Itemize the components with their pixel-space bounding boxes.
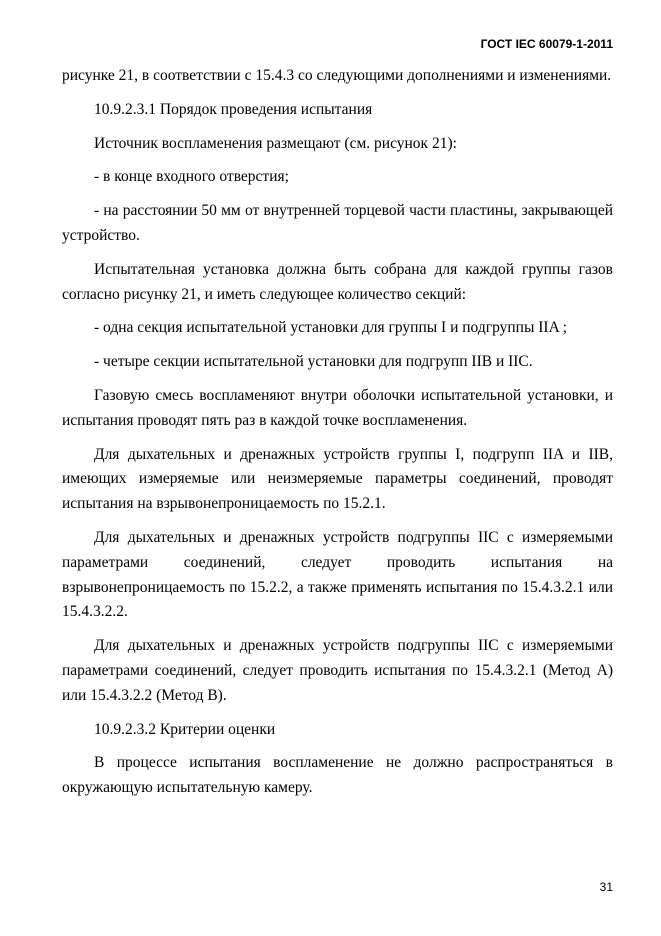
paragraph: Испытательная установка должна быть собрана для каждой группы газов согласно рисунку 21, и иметь следующее количество секций: [62, 260, 613, 303]
paragraph: Источник воспламенения размещают (см. рисунок 21): [94, 134, 457, 152]
list-item: - четыре секции испытательной установки для подгрупп IIB и IIC. [94, 353, 533, 371]
list-item: - одна секция испытательной установки для группы I и подгруппы IIA ; [94, 319, 568, 337]
paragraph: рисунке 21, в соответствии с 15.4.3 со следующими дополнениями и изменениями. [62, 67, 612, 84]
paragraph: Газовую смесь воспламеняют внутри оболочки испытательной установки, и испытания проводят пять раз в каждой точке воспламенения. [62, 386, 613, 429]
paragraph: Для дыхательных и дренажных устройств подгруппы IIC с измеряемыми параметрами соединений, следует проводить испытания по 15.4.3.2.1 (Метод А) или 15.4.3.2.2 (Метод В). [62, 637, 613, 704]
section-heading: 10.9.2.3.1 Порядок проведения испытания [94, 100, 373, 118]
paragraph: В процессе испытания воспламенение не должно распространяться в окружающую испытательную камеру. [62, 754, 613, 797]
list-item: - на расстоянии 50 мм от внутренней торцевой части пластины, закрывающей устройство. [62, 202, 613, 244]
list-item: - в конце входного отверстия; [94, 168, 289, 186]
document-header: ГОСТ IEC 60079-1-2011 [480, 37, 613, 51]
paragraph: Для дыхательных и дренажных устройств подгруппы IIC с измеряемыми параметрами соединений, следует проводить испытания на взрывонепроницаемость по 15.2.2, а также применять испытания по 15.4.3.2.1 или 15.4.3.2.2. [62, 528, 613, 621]
section-heading: 10.9.2.3.2 Критерии оценки [94, 720, 276, 738]
document-body [62, 64, 613, 810]
paragraph: Для дыхательных и дренажных устройств группы I, подгрупп IIA и IIB, имеющих измеряемые или неизмеряемые параметры соединений, проводят испытания на взрывонепроницаемость по 15.2.1. [62, 445, 613, 513]
page-number: 31 [599, 880, 613, 894]
